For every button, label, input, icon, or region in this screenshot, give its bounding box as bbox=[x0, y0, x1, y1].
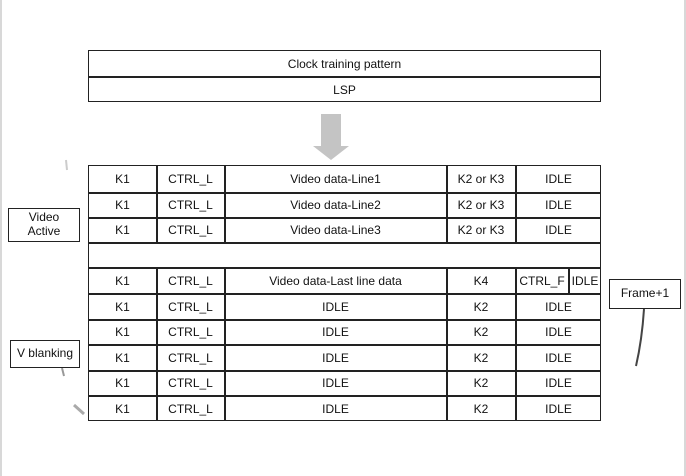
table-cell-k: K1 bbox=[115, 172, 130, 186]
table-cell-k: K1 bbox=[115, 299, 130, 314]
table-cell-k: K1 bbox=[115, 376, 130, 390]
smudge-mark bbox=[66, 160, 67, 170]
table-cell-idle: IDLE bbox=[545, 198, 572, 212]
lsp-label: LSP bbox=[333, 82, 356, 97]
v-blanking-connector bbox=[62, 368, 64, 376]
table-cell-idle: IDLE bbox=[545, 223, 572, 237]
table-cell-data: Video data-Line1 bbox=[290, 172, 381, 186]
table-cell-data: IDLE bbox=[322, 299, 349, 314]
table-cell-ctrl: CTRL_L bbox=[168, 376, 213, 390]
table-cell-end: K2 or K3 bbox=[457, 172, 505, 186]
table-cell-data: IDLE bbox=[322, 401, 349, 416]
table-cell-k: K1 bbox=[115, 401, 130, 416]
table-cell-idle: IDLE bbox=[545, 376, 572, 390]
down-arrow-icon bbox=[313, 114, 349, 160]
table-cell-ctrl: CTRL_L bbox=[168, 299, 213, 314]
table-cell-idle: IDLE bbox=[571, 273, 599, 288]
row-divider bbox=[88, 242, 601, 244]
frame-plus-1-connector bbox=[636, 309, 644, 366]
table-cell-data: IDLE bbox=[322, 325, 349, 339]
table-cell-k: K1 bbox=[115, 350, 130, 365]
table-cell-end: K2 bbox=[473, 299, 489, 314]
table-cell-ctrl-f: CTRL_F bbox=[519, 273, 565, 288]
table-cell-k: K1 bbox=[115, 223, 130, 237]
table-cell-k: K1 bbox=[115, 325, 130, 339]
table-cell-ctrl: CTRL_L bbox=[168, 198, 213, 212]
v-blanking-label: V blanking bbox=[10, 340, 80, 368]
table-cell-idle: IDLE bbox=[545, 299, 572, 314]
table-cell-ctrl: CTRL_L bbox=[168, 223, 213, 237]
frame-plus-1-label: Frame+1 bbox=[609, 279, 681, 309]
table-cell-end: K2 bbox=[473, 401, 489, 416]
table-cell-end: K2 or K3 bbox=[457, 223, 505, 237]
table-cell-end: K2 bbox=[473, 325, 489, 339]
table-cell-ctrl: CTRL_L bbox=[168, 172, 213, 186]
table-cell-ctrl: CTRL_L bbox=[168, 273, 213, 288]
table-cell-data: Video data-Line2 bbox=[290, 198, 381, 212]
table-cell-ctrl: CTRL_L bbox=[168, 401, 213, 416]
table-cell-data: IDLE bbox=[322, 350, 349, 365]
table-cell-idle: IDLE bbox=[545, 401, 572, 416]
table-cell-idle: IDLE bbox=[545, 172, 572, 186]
table-cell-end: K2 bbox=[473, 350, 489, 365]
bottom-pointer-mark bbox=[74, 405, 84, 414]
table-cell-data: Video data-Last line data bbox=[269, 273, 402, 288]
table-cell-idle: IDLE bbox=[545, 325, 572, 339]
table-cell-data: IDLE bbox=[322, 376, 349, 390]
table-cell-end: K4 bbox=[473, 273, 489, 288]
table-cell-end: K2 bbox=[473, 376, 489, 390]
video-active-label: Video Active bbox=[8, 208, 80, 242]
table-cell-ctrl: CTRL_L bbox=[168, 325, 213, 339]
table-cell-data: Video data-Line3 bbox=[290, 223, 381, 237]
table-cell-ctrl: CTRL_L bbox=[168, 350, 213, 365]
table-cell-k: K1 bbox=[115, 273, 130, 288]
clock-training-pattern-label: Clock training pattern bbox=[287, 56, 402, 71]
table-cell-idle: IDLE bbox=[545, 350, 572, 365]
table-cell-k: K1 bbox=[115, 198, 130, 212]
table-cell-end: K2 or K3 bbox=[457, 198, 505, 212]
